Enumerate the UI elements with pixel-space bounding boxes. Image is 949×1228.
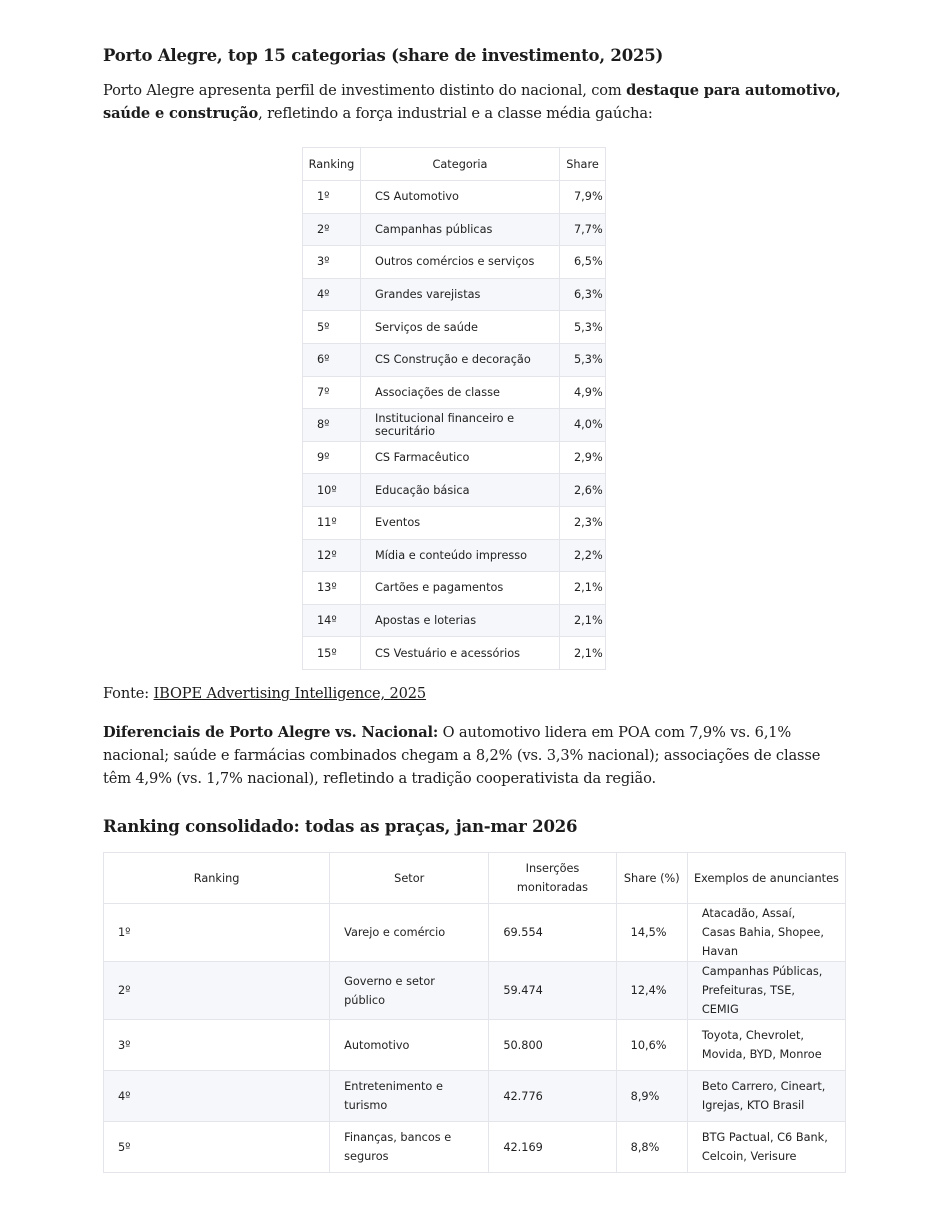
cell-exemplos: Atacadão, Assaí, Casas Bahia, Shopee, Havan (687, 904, 845, 962)
cell-ranking: 1º (303, 181, 361, 214)
differentials-lead: Diferenciais de Porto Alegre vs. Nacional: (103, 724, 439, 741)
table-row (303, 376, 606, 409)
cell-share: 10,6% (616, 1020, 687, 1071)
cell-share: 8,9% (616, 1071, 687, 1122)
cell-ranking: 4º (303, 278, 361, 311)
cell-categoria: Cartões e pagamentos (361, 572, 560, 605)
cell-categoria: CS Construção e decoração (361, 343, 560, 376)
cell-categoria: CS Vestuário e acessórios (361, 637, 560, 670)
table-row (303, 181, 606, 214)
cell-share: 2,3% (560, 506, 606, 539)
intro-text-end: , refletindo a força industrial e a classe média gaúcha: (258, 105, 653, 122)
cell-ranking: 8º (303, 409, 361, 442)
cell-ranking: 14º (303, 604, 361, 637)
table-row (303, 311, 606, 344)
cell-share: 5,3% (560, 343, 606, 376)
cell-insercoes: 69.554 (489, 904, 616, 962)
table-row (303, 246, 606, 279)
table-row (303, 474, 606, 507)
cell-ranking: 1º (104, 904, 330, 962)
cell-share: 6,5% (560, 246, 606, 279)
differentials-text: O automotivo lidera em POA com 7,9% vs. 6,1% nacional; saúde e farmácias combinados chegam a 8,2% (vs. 3,3% nacional); associações de classe têm 4,9% (vs. 1,7% nacional), refletindo a tradição cooperativista da região. (103, 724, 821, 787)
source-line (103, 682, 426, 705)
cell-setor: Automotivo (330, 1020, 489, 1071)
cell-categoria: Apostas e loterias (361, 604, 560, 637)
cell-categoria: CS Farmacêutico (361, 441, 560, 474)
cell-exemplos: Toyota, Chevrolet, Movida, BYD, Monroe (687, 1020, 845, 1071)
cell-categoria: Serviços de saúde (361, 311, 560, 344)
cell-share: 14,5% (616, 904, 687, 962)
table-row (303, 441, 606, 474)
cell-categoria: CS Automotivo (361, 181, 560, 214)
table-row (303, 343, 606, 376)
cell-share: 2,1% (560, 637, 606, 670)
table-row (303, 213, 606, 246)
cell-ranking: 11º (303, 506, 361, 539)
header-setor: Setor (330, 853, 489, 904)
table-row (303, 409, 606, 442)
cell-insercoes: 42.776 (489, 1071, 616, 1122)
table-row (303, 506, 606, 539)
cell-ranking: 4º (104, 1071, 330, 1122)
cell-setor: Finanças, bancos e seguros (330, 1122, 489, 1173)
intro-paragraph (103, 79, 846, 125)
cell-categoria: Educação básica (361, 474, 560, 507)
header-share: Share (560, 148, 606, 181)
cell-exemplos: BTG Pactual, C6 Bank, Celcoin, Verisure (687, 1122, 845, 1173)
table-row (104, 1020, 846, 1071)
cell-setor: Varejo e comércio (330, 904, 489, 962)
table-row (104, 1122, 846, 1173)
cell-share: 4,0% (560, 409, 606, 442)
cell-categoria: Mídia e conteúdo impresso (361, 539, 560, 572)
header-exemplos: Exemplos de anunciantes (687, 853, 845, 904)
article (103, 46, 846, 125)
table-header-row (303, 148, 606, 181)
cell-categoria: Grandes varejistas (361, 278, 560, 311)
cell-ranking: 9º (303, 441, 361, 474)
cell-ranking: 5º (303, 311, 361, 344)
cell-ranking: 2º (104, 962, 330, 1020)
table-header-row (104, 853, 846, 904)
cell-exemplos: Beto Carrero, Cineart, Igrejas, KTO Brasil (687, 1071, 845, 1122)
table-row (303, 278, 606, 311)
header-categoria: Categoria (361, 148, 560, 181)
cell-share: 7,7% (560, 213, 606, 246)
cell-setor: Governo e setor público (330, 962, 489, 1020)
cell-share: 2,1% (560, 604, 606, 637)
cell-share: 2,2% (560, 539, 606, 572)
table-row (104, 1071, 846, 1122)
cell-share: 12,4% (616, 962, 687, 1020)
section-title-porto-alegre: Porto Alegre, top 15 categorias (share de investimento, 2025) (103, 46, 664, 65)
cell-categoria: Outros comércios e serviços (361, 246, 560, 279)
table-row (104, 962, 846, 1020)
cell-insercoes: 42.169 (489, 1122, 616, 1173)
cell-ranking: 10º (303, 474, 361, 507)
header-share: Share (%) (616, 853, 687, 904)
table-row (104, 904, 846, 962)
cell-share: 6,3% (560, 278, 606, 311)
cell-share: 2,6% (560, 474, 606, 507)
cell-ranking: 13º (303, 572, 361, 605)
cell-share: 2,1% (560, 572, 606, 605)
porto-alegre-categories-table (302, 147, 606, 670)
cell-share: 5,3% (560, 311, 606, 344)
cell-categoria: Associações de classe (361, 376, 560, 409)
cell-share: 4,9% (560, 376, 606, 409)
header-ranking: Ranking (303, 148, 361, 181)
section-title-ranking-consolidado: Ranking consolidado: todas as praças, jan-mar 2026 (103, 817, 578, 836)
cell-ranking: 6º (303, 343, 361, 376)
cell-ranking: 2º (303, 213, 361, 246)
table-row (303, 539, 606, 572)
table-row (303, 572, 606, 605)
cell-share: 2,9% (560, 441, 606, 474)
cell-categoria: Eventos (361, 506, 560, 539)
cell-ranking: 15º (303, 637, 361, 670)
cell-setor: Entretenimento e turismo (330, 1071, 489, 1122)
header-ranking: Ranking (104, 853, 330, 904)
cell-ranking: 12º (303, 539, 361, 572)
cell-share: 7,9% (560, 181, 606, 214)
cell-categoria: Institucional financeiro e securitário (361, 409, 560, 442)
cell-exemplos: Campanhas Públicas, Prefeituras, TSE, CEMIG (687, 962, 845, 1020)
cell-ranking: 3º (104, 1020, 330, 1071)
differentials-paragraph (103, 721, 843, 790)
consolidated-ranking-table (103, 852, 846, 1173)
cell-share: 8,8% (616, 1122, 687, 1173)
intro-text-start: Porto Alegre apresenta perfil de investimento distinto do nacional, com (103, 82, 627, 99)
header-insercoes: Inserções monitoradas (489, 853, 616, 904)
source-label: Fonte: (103, 685, 154, 702)
cell-insercoes: 59.474 (489, 962, 616, 1020)
cell-insercoes: 50.800 (489, 1020, 616, 1071)
cell-ranking: 5º (104, 1122, 330, 1173)
cell-categoria: Campanhas públicas (361, 213, 560, 246)
intro-text-bold: destaque para automotivo, saúde e construção (103, 82, 841, 122)
table-row (303, 604, 606, 637)
cell-ranking: 3º (303, 246, 361, 279)
table-row (303, 637, 606, 670)
cell-ranking: 7º (303, 376, 361, 409)
source-link[interactable]: IBOPE Advertising Intelligence, 2025 (153, 685, 427, 702)
